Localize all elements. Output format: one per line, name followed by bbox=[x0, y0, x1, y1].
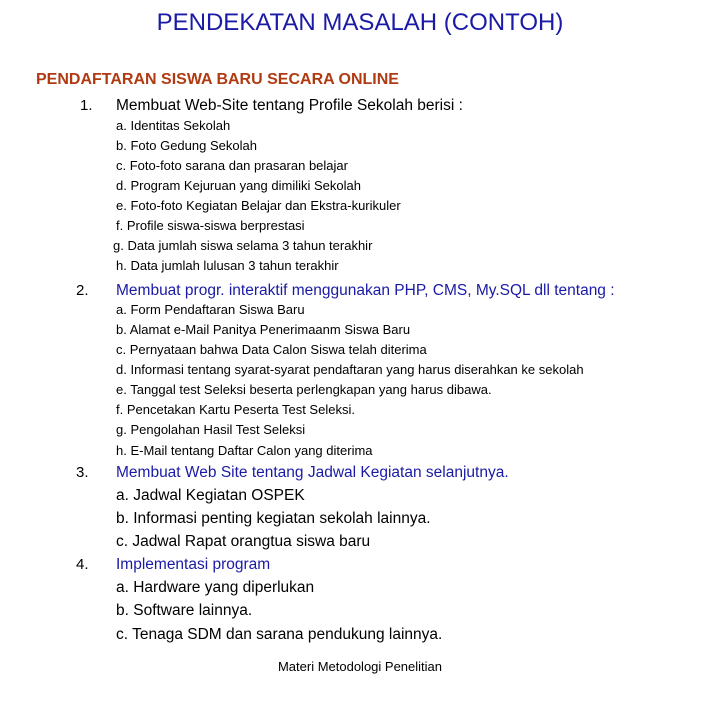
section-4-item-b: b. Software lainnya. bbox=[116, 602, 253, 619]
section-2-item-a: a. Form Pendaftaran Siswa Baru bbox=[116, 302, 305, 317]
section-2-number: 2. bbox=[76, 282, 89, 299]
section-2-item-g: g. Pengolahan Hasil Test Seleksi bbox=[116, 422, 306, 437]
section-2-item-b: b. Alamat e-Mail Panitya Penerimaanm Siswa Baru bbox=[116, 322, 411, 337]
section-2-heading: Membuat progr. interaktif menggunakan PHP, CMS, My.SQL dll tentang : bbox=[116, 282, 615, 299]
section-2-item-d: d. Informasi tentang syarat-syarat pendaftaran yang harus diserahkan ke sekolah bbox=[116, 362, 584, 377]
section-1-item-f: f. Profile siswa-siswa berprestasi bbox=[116, 218, 305, 233]
section-2-item-c: c. Pernyataan bahwa Data Calon Siswa telah diterima bbox=[116, 342, 427, 357]
section-2-item-h: h. E-Mail tentang Daftar Calon yang diterima bbox=[116, 443, 373, 458]
section-4-item-c: c. Tenaga SDM dan sarana pendukung lainnya. bbox=[116, 626, 443, 643]
section-3-heading: Membuat Web Site tentang Jadwal Kegiatan selanjutnya. bbox=[116, 464, 509, 481]
page-title: PENDEKATAN MASALAH (CONTOH) bbox=[156, 9, 564, 36]
section-1-item-c: c. Foto-foto sarana dan prasaran belajar bbox=[116, 158, 348, 173]
section-1-item-d: d. Program Kejuruan yang dimiliki Sekolah bbox=[116, 178, 361, 193]
section-1-item-b: b. Foto Gedung Sekolah bbox=[116, 138, 257, 153]
section-4-heading: Implementasi program bbox=[116, 556, 271, 573]
section-3-item-c: c. Jadwal Rapat orangtua siswa baru bbox=[116, 533, 371, 550]
section-3-item-b: b. Informasi penting kegiatan sekolah lainnya. bbox=[116, 510, 431, 527]
section-4-item-a: a. Hardware yang diperlukan bbox=[116, 579, 315, 596]
section-1-item-g: g. Data jumlah siswa selama 3 tahun terakhir bbox=[113, 238, 373, 253]
section-1-item-a: a. Identitas Sekolah bbox=[116, 118, 231, 133]
section-4-number: 4. bbox=[76, 556, 89, 573]
section-1-item-h: h. Data jumlah lulusan 3 tahun terakhir bbox=[116, 258, 339, 273]
section-2-item-e: e. Tanggal test Seleksi beserta perlengkapan yang harus dibawa. bbox=[116, 382, 492, 397]
footer-text: Materi Metodologi Penelitian bbox=[277, 659, 443, 674]
section-1-number: 1. bbox=[80, 97, 93, 114]
section-3-item-a: a. Jadwal Kegiatan OSPEK bbox=[116, 487, 305, 504]
page-subtitle: PENDAFTARAN SISWA BARU SECARA ONLINE bbox=[36, 71, 399, 88]
section-3-number: 3. bbox=[76, 464, 89, 481]
section-1-heading: Membuat Web-Site tentang Profile Sekolah berisi : bbox=[116, 97, 463, 114]
section-2-item-f: f. Pencetakan Kartu Peserta Test Seleksi. bbox=[116, 402, 355, 417]
section-1-item-e: e. Foto-foto Kegiatan Belajar dan Ekstra-kurikuler bbox=[116, 198, 401, 213]
